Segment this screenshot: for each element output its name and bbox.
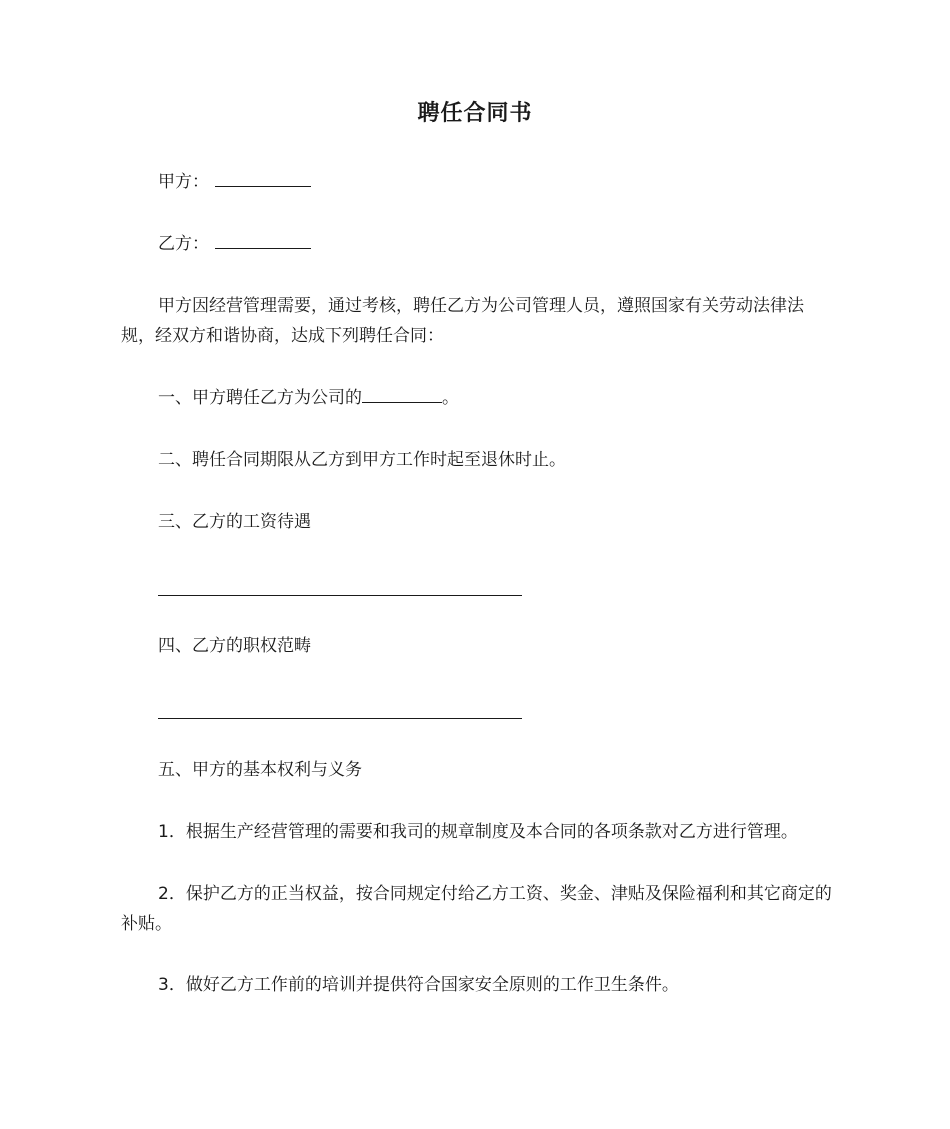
clause-3: 三、乙方的工资待遇 [158,512,311,532]
party-a-label: 甲方： [158,172,209,192]
clause-2: 二、聘任合同期限从乙方到甲方工作时起至退休时止。 [158,450,566,470]
item-1: 1．根据生产经营管理的需要和我司的规章制度及本合同的各项条款对乙方进行管理。 [158,822,798,842]
clause-1-end: 。 [442,388,459,408]
clause-1-text: 一、甲方聘任乙方为公司的 [158,388,362,408]
intro-paragraph: 甲方因经营管理需要，通过考核，聘任乙方为公司管理人员，遵照国家有关劳动法律法规，经双方和谐协商，达成下列聘任合同： [121,296,804,346]
party-b-blank [215,229,311,249]
clause-1-blank [362,383,442,403]
document-title: 聘任合同书 [417,101,533,126]
party-a-line [158,167,311,197]
party-b-label: 乙方： [158,234,209,254]
item-3: 3．做好乙方工作前的培训并提供符合国家安全原则的工作卫生条件。 [158,975,679,995]
party-b-line [158,229,311,259]
clause-4-fill-line [158,718,522,719]
clause-4: 四、乙方的职权范畴 [158,636,311,656]
item-2: 2．保护乙方的正当权益，按合同规定付给乙方工资、奖金、津贴及保险福利和其它商定的补贴。 [121,884,832,934]
clause-1 [158,383,459,413]
clause-3-fill-line [158,595,522,596]
clause-5: 五、甲方的基本权利与义务 [158,760,362,780]
party-a-blank [215,167,311,187]
